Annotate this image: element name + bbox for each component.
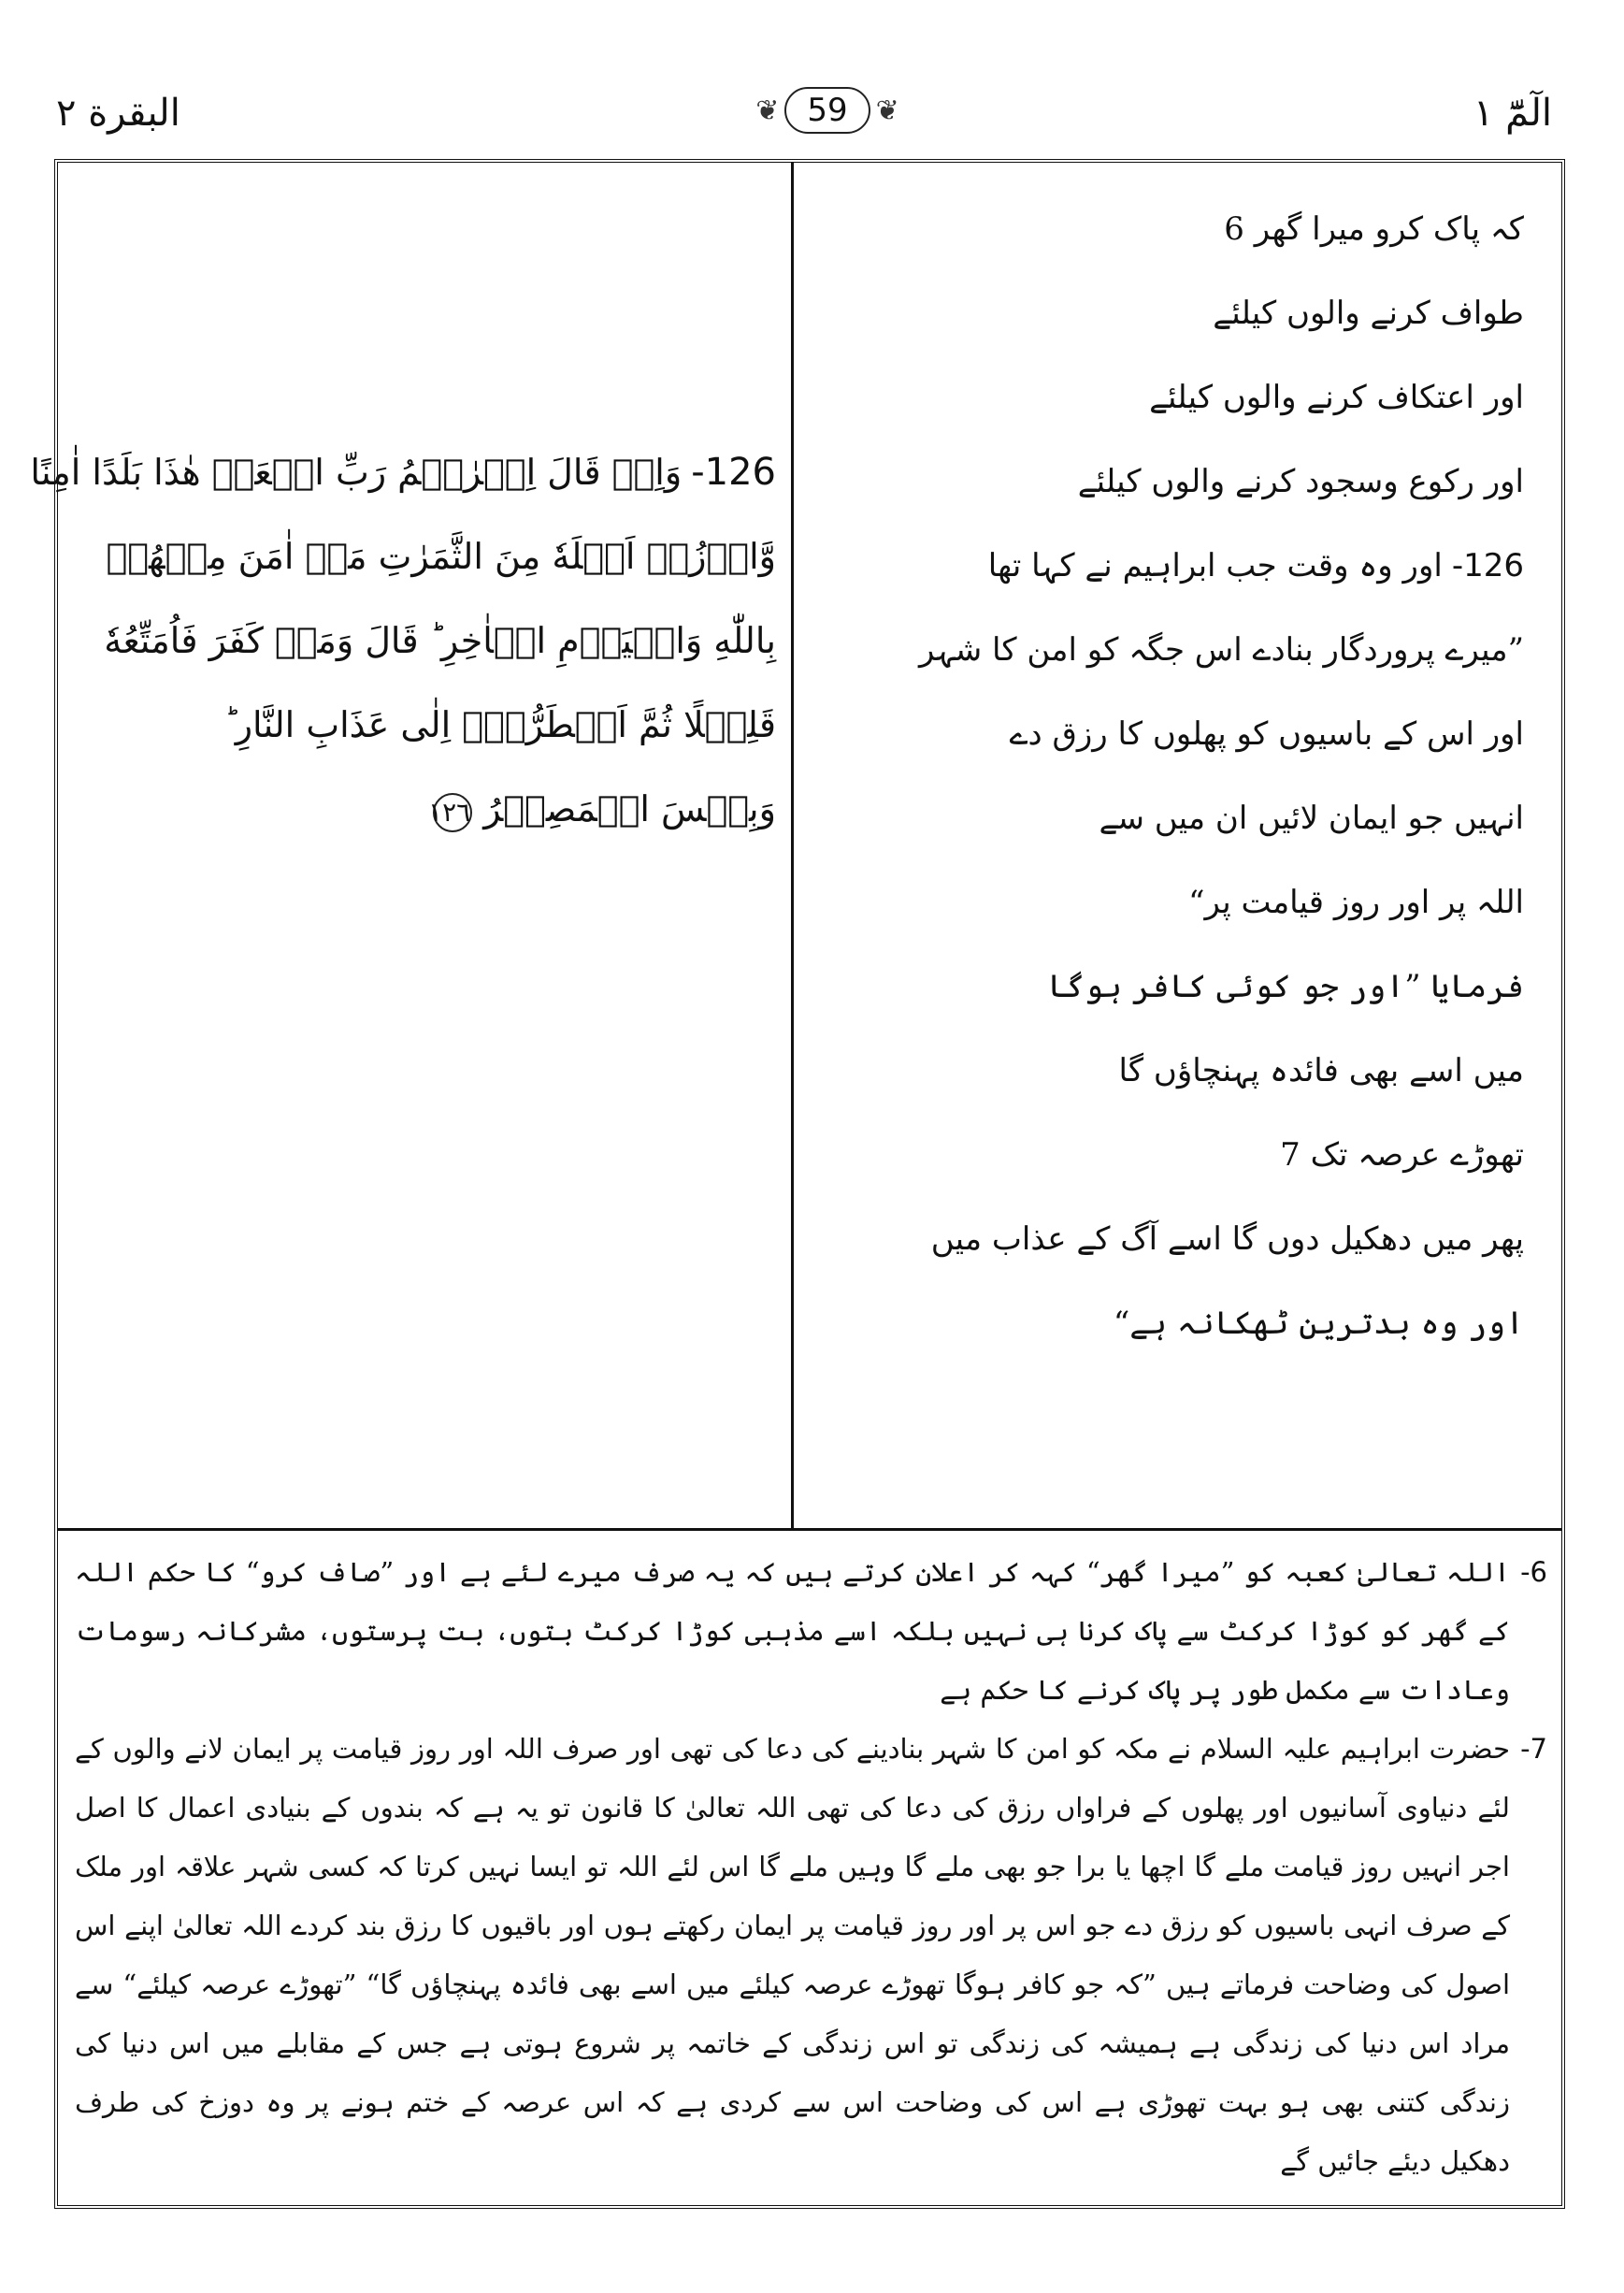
- arabic-column: [30, 430, 776, 991]
- surah-header-right: الٓمّٓ ١: [1473, 92, 1552, 135]
- surah-header-left: البقرة ٢: [56, 92, 180, 135]
- arabic-line: وَّارۡزُقۡ اَهۡلَهٗ مِنَ الثَّمَرٰتِ مَنۡ اٰمَنَ مِنۡهُمۡ: [106, 536, 776, 577]
- translation-line: ”میرے پروردگار بنادے اس جگہ کو امن کا شہر: [919, 631, 1524, 669]
- ornament-icon: ❦: [875, 94, 899, 127]
- ornament-icon: ❦: [755, 94, 780, 127]
- arabic-verse-line: [30, 430, 776, 514]
- footnote: [75, 1720, 1547, 2191]
- page-header: [47, 84, 1580, 140]
- arabic-line: قَلِيۡلًا ثُمَّ اَضۡطَرُّهٗۤ اِلٰى عَذَابِ النَّارِ ؕ: [223, 704, 776, 745]
- column-divider: [791, 163, 794, 1528]
- footnote-text: حضرت ابراہیم علیہ السلام نے مکہ کو امن کا شہر بنادینے کی دعا کی تھی اور صرف اللہ اور روز قیامت پر ایمان لانے والوں کے لئے دنیاوی آسانیوں اور پھلوں کے فراواں رزق کی دعا کی تھی اللہ تعالیٰ کا قانون تو یہ ہے کہ بندوں کے بنیادی اعمال کا اصل اجر انہیں روز قیامت ملے گا اچھا یا برا جو بھی ملے گا وہیں ملے گا اس لئے اللہ تو ایسا نہیں کرتا کہ کسی شہر علاقہ اور ملک کے صرف انہی باسیوں کو رزق دے جو اس پر اور روز قیامت پر ایمان رکھتے ہوں اور باقیوں کا رزق بند کردے اللہ تعالیٰ اپنے اس اصول کی وضاحت فرماتے ہیں ”کہ جو کافر ہوگا تھوڑے عرصہ کیلئے میں اسے بھی فائدہ پہنچاؤں گا“ ”تھوڑے عرصہ کیلئے“ سے مراد اس دنیا کی زندگی ہے ہمیشہ کی زندگی تو اس زندگی کے خاتمہ پر شروع ہوتی ہے جس کے مقابلے میں اس دنیا کی زندگی کتنی بھی ہو بہت تھوڑی ہے اس کی وضاحت اس سے کردی ہے کہ اس عرصہ کے ختم ہونے پر وہ دوزخ کی طرف دھکیل دیئے جائیں گے: [75, 1733, 1510, 2177]
- page-number: 59: [784, 87, 869, 134]
- translation-line: اللہ پر اور روز قیامت پر“: [1188, 884, 1524, 921]
- translation-line: انہیں جو ایمان لائیں ان میں سے: [1099, 800, 1524, 837]
- translation-line: اور رکوع وسجود کرنے والوں کیلئے: [1077, 463, 1524, 500]
- arabic-line: بِاللّٰهِ وَالۡيَوۡمِ الۡاٰخِرِ ؕ قَالَ وَمَنۡ كَفَرَ فَاُمَتِّعُهٗ: [104, 620, 776, 661]
- footnotes: [75, 1543, 1547, 2198]
- ayah-end-marker: ١٢٦: [433, 793, 472, 832]
- translation-line: کہ پاک کرو میرا گھر 6: [1224, 210, 1524, 248]
- page-number-badge: [729, 84, 926, 137]
- translation-line: اور وہ بدترین ٹھکانہ ہے“: [1113, 1305, 1524, 1342]
- translation-column: [813, 187, 1524, 1515]
- translation-line: اور وہ وقت جب ابراہیم نے کہا تھا: [987, 547, 1443, 584]
- translation-verse-line: [813, 524, 1524, 608]
- footnote-divider: [58, 1528, 1561, 1531]
- translation-line: فرمایا ”اور جو کوئی کافر ہوگا: [1047, 968, 1524, 1005]
- translation-verse-number: 126-: [1451, 547, 1524, 584]
- arabic-line: وَاِذۡ قَالَ اِبۡرٰهٖمُ رَبِّ اجۡعَلۡ هٰذَا بَلَدًا اٰمِنًا: [30, 452, 683, 493]
- footnote-number: 7-: [1520, 1733, 1547, 1765]
- translation-line: پھر میں دھکیل دوں گا اسے آگ کے عذاب میں: [930, 1220, 1524, 1258]
- arabic-line: وَبِئۡسَ الۡمَصِيۡرُ: [483, 788, 776, 829]
- translation-line: میں اسے بھی فائدہ پہنچاؤں گا: [1118, 1052, 1524, 1089]
- footnote: [75, 1543, 1547, 1720]
- arabic-verse-number: 126-: [691, 451, 776, 494]
- footnote-text: اللہ تعالیٰ کعبہ کو ”میرا گھر“ کہہ کر اعلان کرتے ہیں کہ یہ صرف میرے لئے ہے اور ”صاف کرو“ کا حکم اللہ کے گھر کو کوڑا کرکٹ سے پاک کرنا ہی نہیں بلکہ اسے مذہبی کوڑا کرکٹ بتوں، بت پرستوں، مشرکانہ رسومات وعادات سے مکمل طور پر پاک کرنے کا حکم ہے: [75, 1556, 1510, 1706]
- translation-line: طواف کرنے والوں کیلئے: [1213, 295, 1524, 332]
- arabic-final-line: [75, 767, 776, 851]
- translation-line: اور اعتکاف کرنے والوں کیلئے: [1149, 379, 1524, 416]
- footnote-number: 6-: [1520, 1556, 1547, 1588]
- translation-line: اور اس کے باسیوں کو پھلوں کا رزق دے: [1009, 715, 1524, 753]
- translation-line: تھوڑے عرصہ تک 7: [1280, 1136, 1524, 1174]
